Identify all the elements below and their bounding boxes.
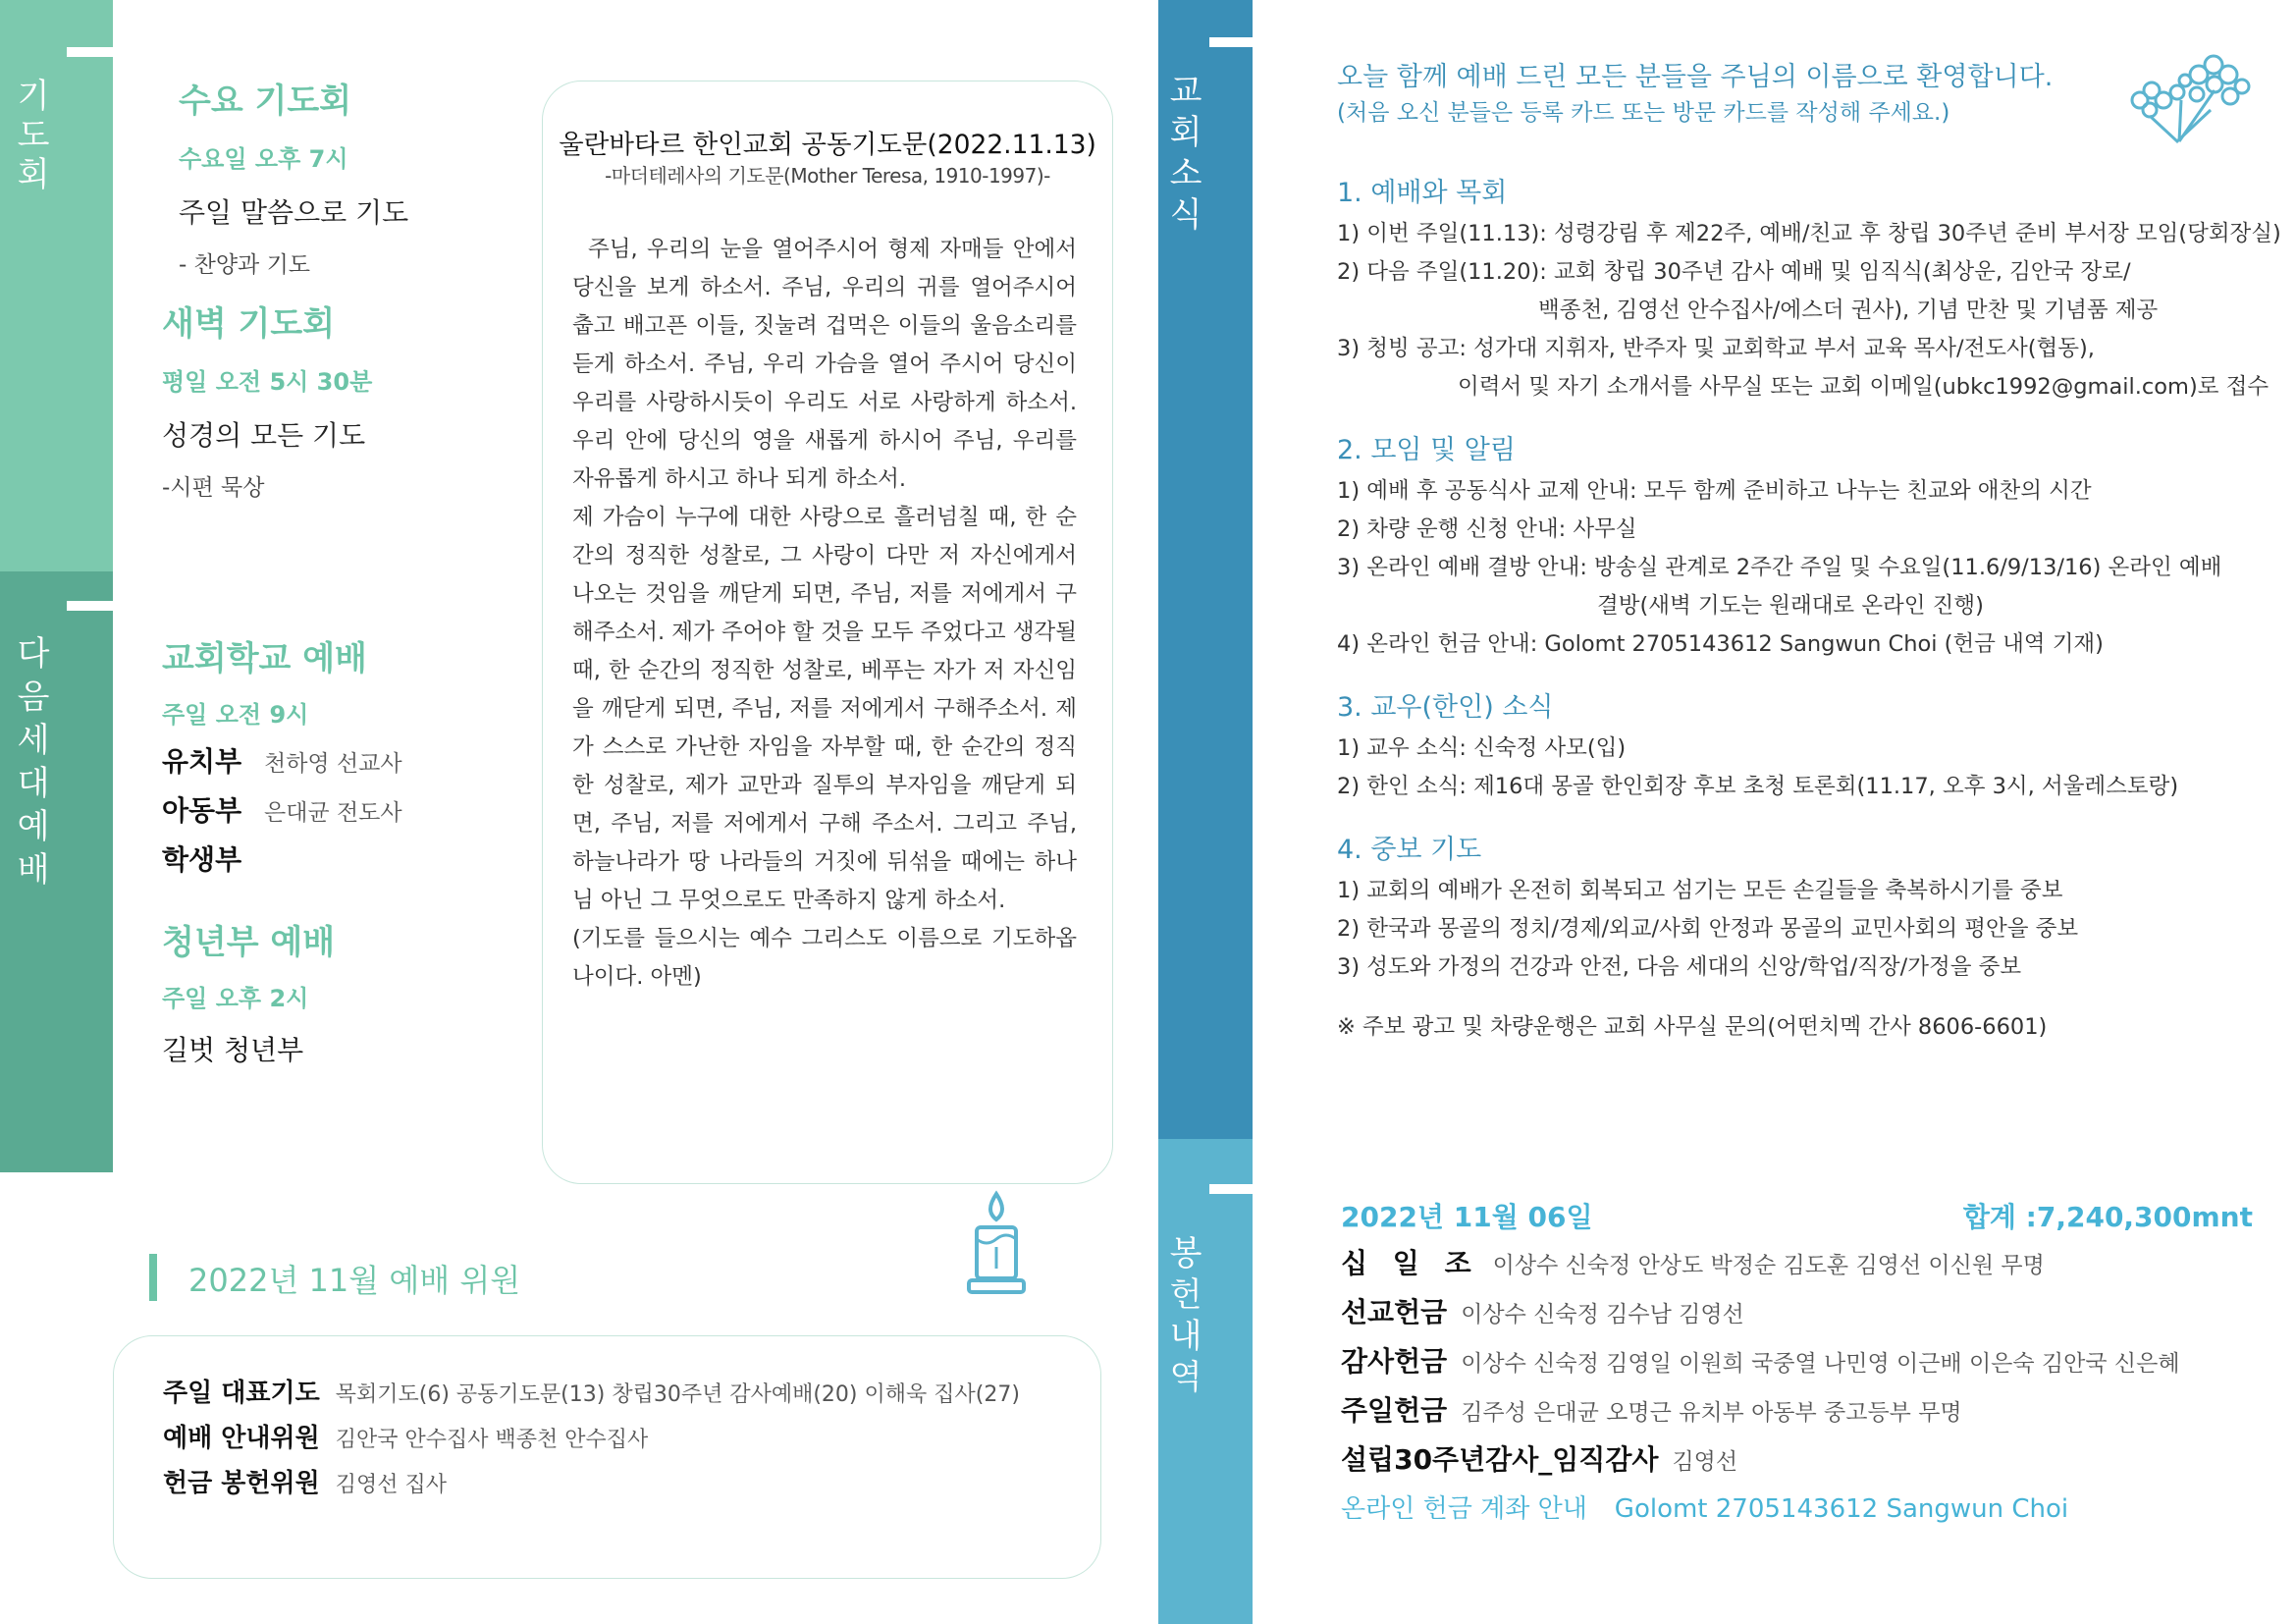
sunday-school-title: 교회학교 예배 [162,639,367,678]
news-line: 백종천, 김영선 안수집사/에스더 권사), 기념 만찬 및 기념품 제공 [1538,298,2159,323]
offering-row: 십 일 조 이상수 신숙정 안상도 박정순 김도훈 김영선 이신원 무명 [1341,1247,2045,1279]
offering-total: 합계 :7,240,300mnt [1962,1201,2253,1233]
sidebar-prayer [0,0,113,571]
wed-prayer-block [179,74,408,279]
news-line: 2) 차량 운행 신청 안내: 사무실 [1337,516,1637,542]
sidebar-next-gen [0,571,113,1172]
online-offering-row [1341,1485,2180,1534]
news-heading: 2. 모임 및 알림 [1337,435,1516,465]
side-tab-next-gen: 다 음 세 대 예 배 [17,634,50,890]
side-tab-prayer: 기 도 회 [17,77,50,194]
worship-members-card [113,1335,1101,1579]
news-heading: 1. 예배와 목회 [1337,178,1508,208]
online-offering-account: Golomt 2705143612 Sangwun Choi [1614,1494,2069,1524]
youth-dept: 길벗 청년부 [162,1034,304,1066]
joint-prayer-title: 울란바타르 한인교회 공동기도문(2022.11.13) [559,130,1096,160]
worship-members-heading-bar [149,1254,157,1301]
dept-row: 유치부 천하영 선교사 [162,745,402,778]
news-section [1337,171,2281,406]
news-section [1337,685,2260,806]
dawn-prayer-note: -시편 묵상 [162,475,265,501]
news-line: 1) 교회의 예배가 온전히 회복되고 섬기는 모든 손길들을 축복하시기를 중보 [1337,878,2063,903]
wed-prayer-theme: 주일 말씀으로 기도 [179,196,409,229]
welcome-text: 오늘 함께 예배 드린 모든 분들을 주님의 이름으로 환영합니다. [1337,62,2054,92]
dawn-prayer-theme: 성경의 모든 기도 [162,419,366,452]
worship-members-title: 2022년 11월 예배 위원 [188,1262,521,1299]
wed-prayer-title: 수요 기도회 [179,81,352,121]
wed-prayer-note: - 찬양과 기도 [179,252,311,278]
flower-bouquet-icon [2120,51,2253,145]
sidebar-offering [1158,1139,1253,1624]
news-line: 4) 온라인 헌금 안내: Golomt 2705143612 Sangwun Choi (헌금 내역 기재) [1337,631,2104,657]
joint-prayer-subtitle: -마더테레사의 기도문(Mother Teresa, 1910-1997)- [605,164,1050,188]
member-row: 헌금 봉헌위원 김영선 집사 [163,1469,448,1498]
sunday-school-block [162,631,402,885]
offering-row: 주일헌금 김주성 은대균 오명근 유치부 아동부 중고등부 무명 [1341,1394,1962,1427]
welcome-subtext: (처음 오신 분들은 등록 카드 또는 방문 카드를 작성해 주세요.) [1337,100,1950,126]
offering-row: 선교헌금 이상수 신숙정 김수남 김영선 [1341,1296,1744,1328]
news-line: 3) 온라인 예배 결방 안내: 방송실 관계로 2주간 주일 및 수요일(11.6/9/13/16) 온라인 예배 [1337,555,2222,580]
news-section [1337,428,2260,664]
offering-date: 2022년 11월 06일 [1341,1201,1593,1233]
side-tab-church-news: 교 회 소 식 [1169,72,1202,235]
news-line: 1) 예배 후 공동식사 교제 안내: 모두 함께 준비하고 나누는 친교와 애찬의 시간 [1337,478,2092,504]
prayer-paragraph: 제 가슴이 누구에 대한 사랑으로 흘러넘칠 때, 한 순간의 정직한 성찰로, 그 사랑이 다만 저 자신에게서 나오는 것임을 깨닫게 되면, 주님, 저를 저에게서 구해주소서. 제가 주어야 할 것을 모두 주었다고 생각될 때, 한 순간의 정직한 성찰로, 베푸는 자가 저 자신임을 깨닫게 되면, 주님, 저를 저에게서 구해주소서. 제가 스스로 가난한 자임을 자부할 때, 한 순간의 정직한 성찰로, 제가 교만과 질투의 부자임을 깨닫게 되면, 주님, 저를 저에게서 구해 주소서. 그리고 주님, 하늘나라가 땅 나라들의 거짓에 뒤섞을 때에는 하나님 아닌 그 무엇으로도 만족하지 않게 하소서. [572,505,1077,913]
side-tab-offering: 봉 헌 내 역 [1169,1234,1202,1397]
news-line: 결방(새벽 기도는 원래대로 온라인 진행) [1597,593,1984,619]
dawn-prayer-block [162,297,372,502]
news-line: 이력서 및 자기 소개서를 사무실 또는 교회 이메일(ubkc1992@gmail.com)로 접수 [1458,374,2269,400]
news-line: 1) 이번 주일(11.13): 성령강림 후 제22주, 예배/친교 후 창립 30주년 준비 부서장 모임(당회장실) [1337,221,2281,246]
news-heading: 3. 교우(한인) 소식 [1337,692,1554,723]
prayer-paragraph: (기도를 들으시는 예수 그리스도 이름으로 기도하옵나이다. 아멘) [572,926,1077,990]
dept-row: 학생부 [162,843,242,876]
dawn-prayer-time: 평일 오전 5시 30분 [162,368,373,396]
news-line: 2) 한국과 몽골의 정치/경제/외교/사회 안정과 몽골의 교민사회의 평안을 중보 [1337,916,2079,942]
prayer-paragraph: 주님, 우리의 눈을 열어주시어 형제 자매들 안에서 당신을 보게 하소서. 주님, 우리의 귀를 열어주시어 춥고 배고픈 이들, 짓눌려 겁먹은 이들의 울음소리를 듣게 하소서. 주님, 우리 가슴을 열어 주시어 당신이 우리를 사랑하시듯이 우리도 서로 사랑하게 하소서. 우리 안에 당신의 영을 새롭게 하시어 주님, 우리를 자유롭게 하시고 하나 되게 하소서. [572,237,1077,492]
dept-row: 아동부 은대균 전도사 [162,794,402,827]
news-heading: 4. 중보 기도 [1337,835,1482,865]
online-offering-label: 온라인 헌금 계좌 안내 [1341,1494,1587,1524]
news-line: 2) 한인 소식: 제16대 몽골 한인회장 후보 초청 토론회(11.17, 오후 3시, 서울레스토랑) [1337,774,2179,799]
offering-row: 감사헌금 이상수 신숙정 김영일 이원희 국중열 나민영 이근배 이은숙 김안국 신은혜 [1341,1345,2180,1378]
youth-time: 주일 오후 2시 [162,985,309,1012]
youth-title: 청년부 예배 [162,923,336,962]
sunday-school-time: 주일 오전 9시 [162,701,309,729]
news-sections [1337,171,2281,1047]
wed-prayer-time: 수요일 오후 7시 [179,145,348,173]
news-line: 3) 청빙 공고: 성가대 지휘자, 반주자 및 교회학교 부서 교육 목사/전도사(협동), [1337,336,2095,361]
news-footnote: ※ 주보 광고 및 차량운행은 교회 사무실 문의(어떤치멕 간사 8606-6601) [1337,1014,2048,1040]
youth-block [162,915,335,1068]
sidebar-church-news [1158,0,1253,1139]
news-section [1337,828,2260,987]
dawn-prayer-title: 새벽 기도회 [162,304,336,344]
candle-icon [967,1190,1026,1298]
joint-prayer-card [542,81,1113,1184]
member-row: 예배 안내위원 김안국 안수집사 백종천 안수집사 [163,1424,649,1453]
news-line: 3) 성도와 가정의 건강과 안전, 다음 세대의 신앙/학업/직장/가정을 중보 [1337,954,2022,980]
offering-rows [1341,1239,2180,1534]
offering-row: 설립30주년감사_임직감사 김영선 [1341,1443,1738,1476]
news-line: 1) 교우 소식: 신숙정 사모(입) [1337,735,1627,761]
news-line: 2) 다음 주일(11.20): 교회 창립 30주년 감사 예배 및 임직식(최상운, 김안국 장로/ [1337,259,2131,285]
member-row: 주일 대표기도 목회기도(6) 공동기도문(13) 창립30주년 감사예배(20) 이해욱 집사(27) [163,1379,1020,1408]
